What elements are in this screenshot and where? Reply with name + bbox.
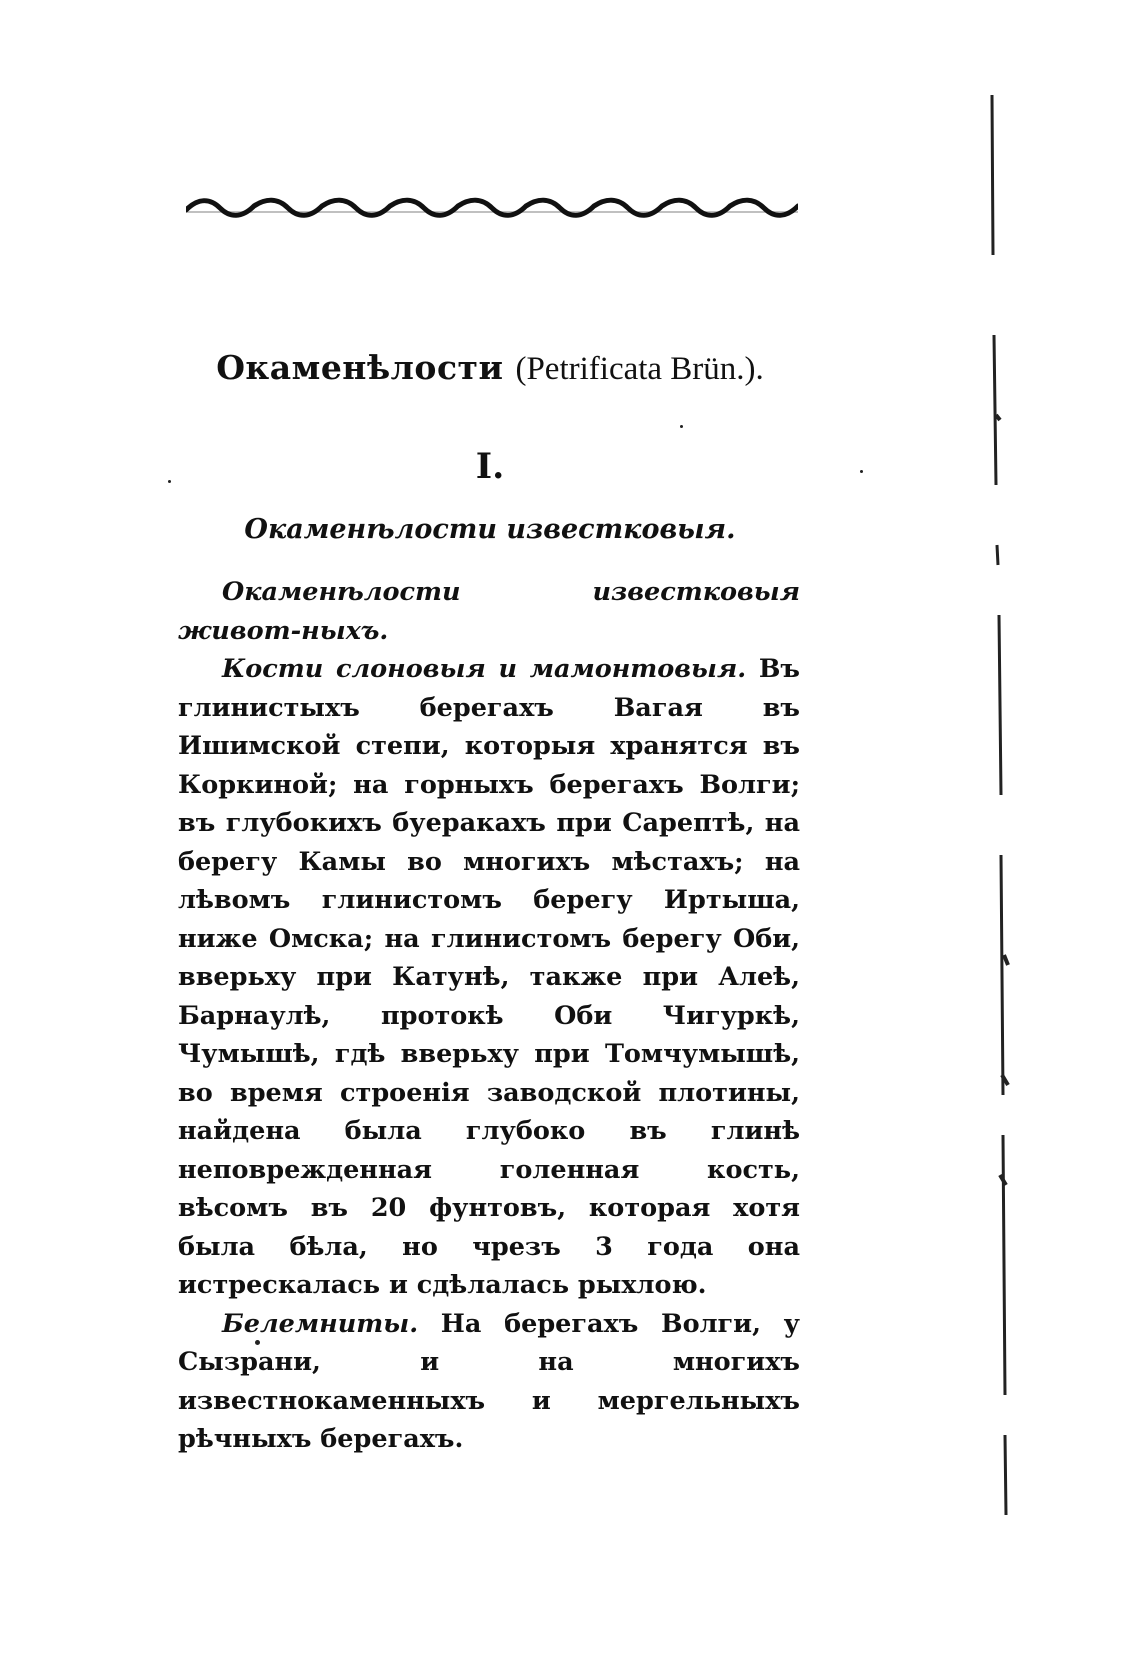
title-russian: Окаменѣлости [216, 348, 504, 387]
ink-speck [168, 480, 171, 483]
paragraph-lead: Кости слоновыя и мамонтовыя. [222, 654, 747, 684]
paragraph-text: На берегахъ Волги, у Сызрани, и на многихъ известнокаменныхъ и мергельныхъ рѣчныхъ берегахъ. [178, 1308, 800, 1454]
paragraph [178, 1305, 800, 1459]
section-heading: Окаменѣлости известковыя. [244, 514, 736, 545]
page-edge-shadow [986, 95, 1012, 1545]
wave-ornament-rule [186, 196, 798, 222]
title-latin: (Petrificata Brün.). [515, 351, 764, 387]
ink-speck [255, 1340, 260, 1345]
page-title [170, 348, 810, 388]
paragraph [178, 573, 800, 650]
ink-speck [860, 470, 863, 473]
paragraph-text: Въ глинистыхъ берегахъ Вагая въ Ишимской степи, которыя хранятся въ Коркиной; на горныхъ берегахъ Волги; въ глубокихъ буеракахъ при Сарептѣ, на берегу Камы во многихъ мѣстахъ; на лѣвомъ глинистомъ берегу Иртыша, ниже Омска; на глинистомъ берегу Оби, вверьху при Катунѣ, также при Алеѣ, Барнаулѣ, протокѣ Оби Чигуркѣ, Чумышѣ, гдѣ вверьху при Томчумышѣ, во время строенія заводской плотины, найдена была глубоко въ глинѣ неповрежденная голенная кость, вѣсомъ въ 20 фунтовъ, которая хотя была бѣла, но чрезъ 3 года она истрескалась и сдѣлалась рыхлою. [178, 654, 800, 1300]
section-numeral: I. [475, 446, 505, 487]
body-text [178, 573, 800, 1459]
paragraph [178, 650, 800, 1305]
ink-speck [680, 425, 683, 428]
paragraph-lead: Окаменѣлости известковыя живот-ныхъ. [178, 577, 800, 646]
paragraph-lead: Белемниты. [222, 1308, 419, 1339]
